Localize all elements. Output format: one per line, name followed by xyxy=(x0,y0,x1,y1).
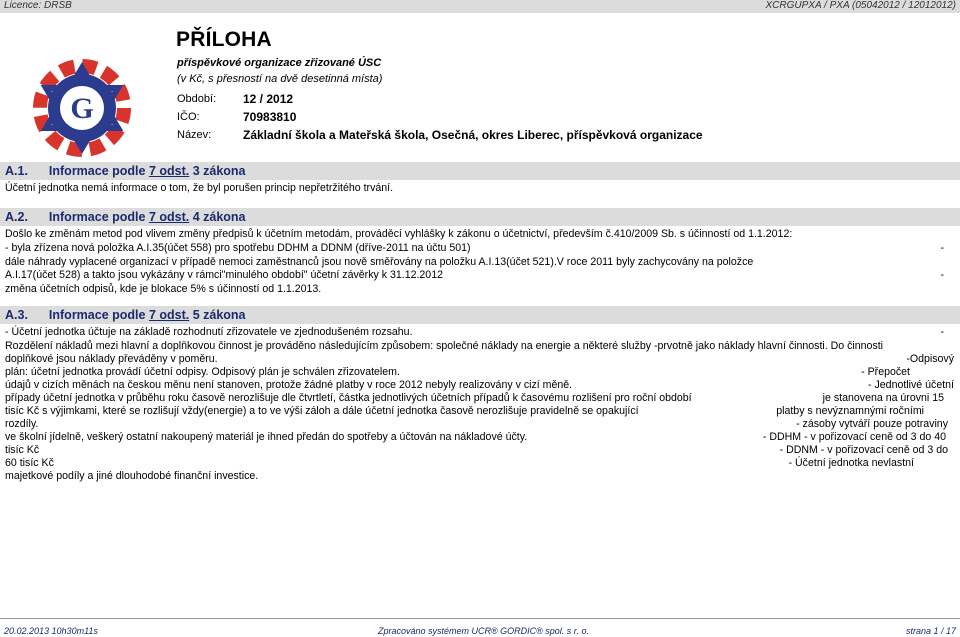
a3-right-text: - Jednotlivé účetní xyxy=(868,379,954,391)
law-link[interactable]: 7 odst. xyxy=(148,210,190,224)
a2-text-line: A.I.17(účet 528) a takto jsou vykázány v rámci"minulého období" účetní závěrky k 31.12.2012 xyxy=(5,269,443,281)
license-bar xyxy=(0,0,960,13)
a3-text-line: rozdíly. xyxy=(5,418,39,430)
a3-right-text: - DDHM - v pořizovací ceně od 3 do 40 xyxy=(762,431,946,443)
ico-value: 70983810 xyxy=(243,110,297,124)
footer-processed-by: Zpracováno systémem UCR® GORDIC® spol. s r. o. xyxy=(378,626,589,636)
a3-text-line: plán: účetní jednotka provádí účetní odpisy. Odpisový plán je schválen zřizovatelem. xyxy=(5,366,400,378)
a3-text-line: tisíc Kč s výjimkami, které se rozlišují vždy(energie) a to ve výši záloh a dále účetní jednotka časově nerozlišuje pravidelně se opakující xyxy=(5,405,639,417)
a3-text-line: 60 tisíc Kč xyxy=(5,457,54,469)
a3-text-line: - Účetní jednotka účtuje na základě rozhodnutí zřizovatele ve zjednodušeném rozsahu. xyxy=(5,326,413,338)
a3-text-line: případy účetní jednotka v průběhu roku časově nerozlišuje dle čtvrtletí, částka jednotlivých účetních případů k časovému rozlišení pro roční období xyxy=(5,392,692,404)
a3-right-text: - DDNM - v pořizovací ceně od 3 do xyxy=(779,444,948,456)
section-heading-a1: A.1. Informace podle 7 odst. 3 zákona xyxy=(5,164,246,178)
a2-text-line: dále náhrady vyplacené organizací v případě nemoci zaměstnanců jsou nově směřovány na položku A.I.13(účet 521).V roce 2011 byly zachycovány na položce xyxy=(5,256,754,268)
page-title: PŘÍLOHA xyxy=(176,28,272,51)
footer-divider xyxy=(0,618,960,619)
a3-right-text: - Přepočet xyxy=(861,366,910,378)
licence-text: Licence: DRSB xyxy=(4,0,72,11)
page-subtitle: příspěvkové organizace zřizované ÚSC xyxy=(177,57,382,69)
a3-text-line: Rozdělení nákladů mezi hlavní a doplňkovou činnost je prováděno následujícím způsobem: společné náklady na energie a některé služby -prvotně jako náklady hlavní činnosti. Do činnosti xyxy=(5,340,884,352)
document-code: XCRGUPXA / PXA (05042012 / 12012012) xyxy=(765,0,956,11)
svg-text:G: G xyxy=(70,92,94,125)
a3-right-text: platby s nevýznamnými ročními xyxy=(776,405,924,417)
a3-right-text: - xyxy=(940,326,944,338)
law-link[interactable]: 7 odst. xyxy=(148,164,190,178)
law-link[interactable]: 7 odst. xyxy=(148,308,190,322)
a3-right-text: - zásoby vytváří pouze potraviny xyxy=(796,418,948,430)
name-label: Název: xyxy=(177,129,212,141)
footer-page-number: strana 1 / 17 xyxy=(905,626,956,636)
organization-name: Základní škola a Mateřská škola, Osečná, okres Liberec, příspěvková organizace xyxy=(243,128,703,142)
section-heading-a3: A.3. Informace podle 7 odst. 5 zákona xyxy=(5,308,246,322)
footer-datetime: 20.02.2013 10h30m11s xyxy=(4,626,98,636)
a2-text-line: - byla zřízena nová položka A.I.35(účet 558) pro spotřebu DDHM a DDNM (dříve-2011 na účtu 501) xyxy=(5,242,471,254)
a3-text-line: tisíc Kč xyxy=(5,444,40,456)
a2-text-line: změna účetních odpisů, kde je blokace 5% s účinností od 1.1.2013. xyxy=(5,283,322,295)
a2-right-mark: - xyxy=(940,242,944,254)
ico-label: IČO: xyxy=(177,111,200,123)
a2-right-mark: - xyxy=(940,269,944,281)
a1-text-line: Účetní jednotka nemá informace o tom, že byl porušen princip nepřetržitého trvání. xyxy=(5,182,394,194)
a3-right-text: - Účetní jednotka nevlastní xyxy=(788,457,914,469)
a3-text-line: doplňkové jsou náklady převáděny v poměru. xyxy=(5,353,218,365)
a3-right-text: -Odpisový xyxy=(906,353,954,365)
a3-text-line: majetkové podíly a jiné dlouhodobé finanční investice. xyxy=(5,470,259,482)
a3-text-line: ve školní jídelně, veškerý ostatní nakoupený materiál je ihned předán do spotřeby a účtován na nákladové účty. xyxy=(5,431,528,443)
a2-text-line: Došlo ke změnám metod pod vlivem změny předpisů k účetním metodám, prováděcí vyhlášky k zákonu o účetnictví, především č.410/2009 Sb. s účinností od 1.1.2012: xyxy=(5,228,793,240)
period-value: 12 / 2012 xyxy=(243,92,294,106)
section-heading-a2: A.2. Informace podle 7 odst. 4 zákona xyxy=(5,210,246,224)
a3-right-text: je stanovena na úrovni 15 xyxy=(822,392,944,404)
gordic-logo-icon xyxy=(30,56,134,160)
units-note: (v Kč, s přesností na dvě desetinná místa) xyxy=(177,73,383,85)
period-label: Období: xyxy=(177,93,217,105)
a3-text-line: údajů v cizích měnách na českou měnu není stanoven, protože žádné platby v roce 2012 nebyly realizovány v cizí měně. xyxy=(5,379,573,391)
